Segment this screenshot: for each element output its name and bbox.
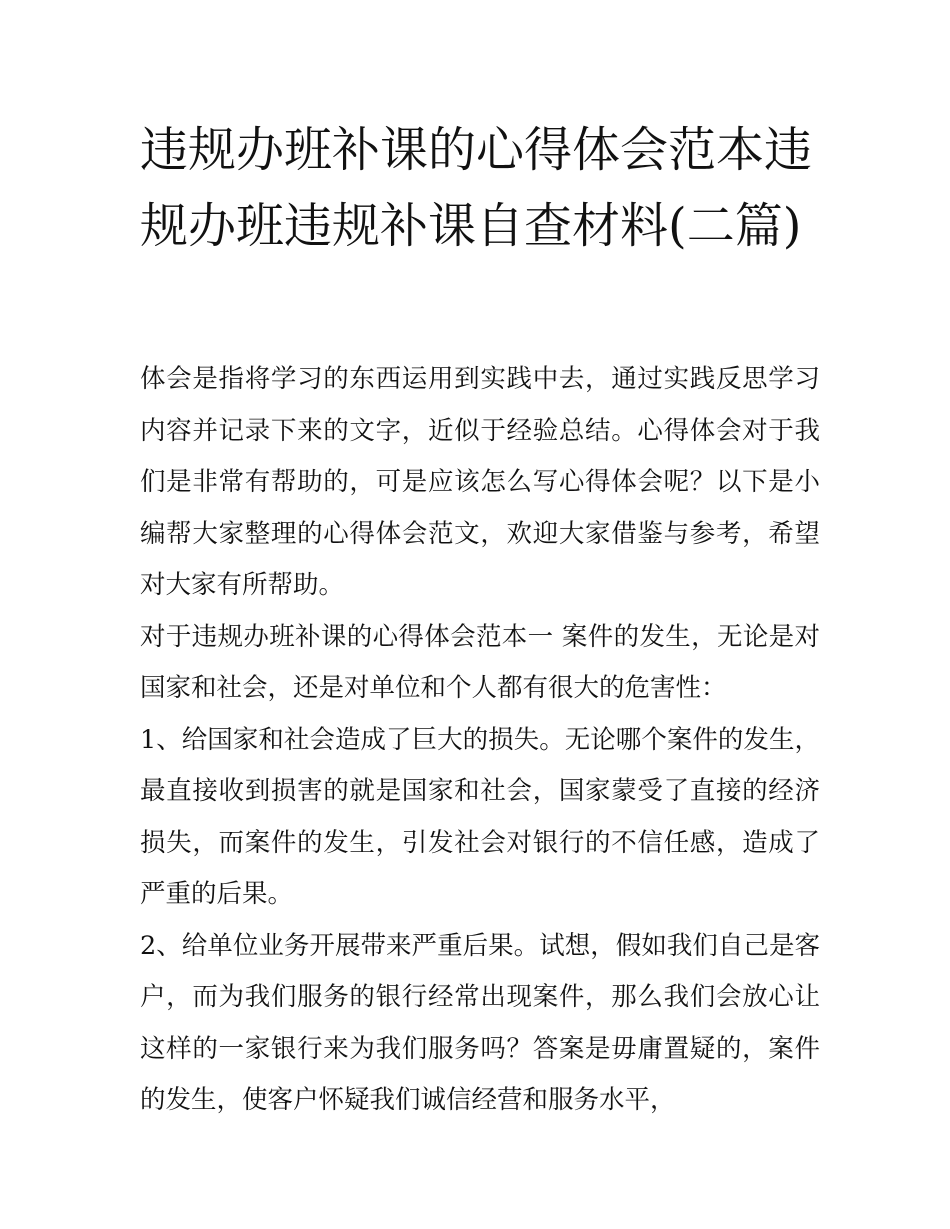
paragraph-intro: 体会是指将学习的东西运用到实践中去，通过实践反思学习内容并记录下来的文字，近似于经验总结。心得体会对于我们是非常有帮助的，可是应该怎么写心得体会呢？以下是小编帮大家整理的心得体会范文，欢迎大家借鉴与参考，希望对大家有所帮助。 xyxy=(140,364,820,600)
document-body xyxy=(140,354,820,1127)
document-title: 违规办班补课的心得体会范本违规办班违规补课自查材料(二篇) xyxy=(140,122,813,254)
paragraph-section-one: 对于违规办班补课的心得体会范本一 案件的发生，无论是对国家和社会，还是对单位和个人都有很大的危害性： xyxy=(140,621,820,703)
paragraph-point-1: 1、给国家和社会造成了巨大的损失。无论哪个案件的发生，最直接收到损害的就是国家和社会，国家蒙受了直接的经济损失，而案件的发生，引发社会对银行的不信任感，造成了严重的后果。 xyxy=(140,724,820,909)
paragraph-point-2: 2、给单位业务开展带来严重后果。试想，假如我们自己是客户，而为我们服务的银行经常出现案件，那么我们会放心让这样的一家银行来为我们服务吗？答案是毋庸置疑的，案件的发生，使客户怀疑我们诚信经营和服务水平， xyxy=(140,930,820,1115)
